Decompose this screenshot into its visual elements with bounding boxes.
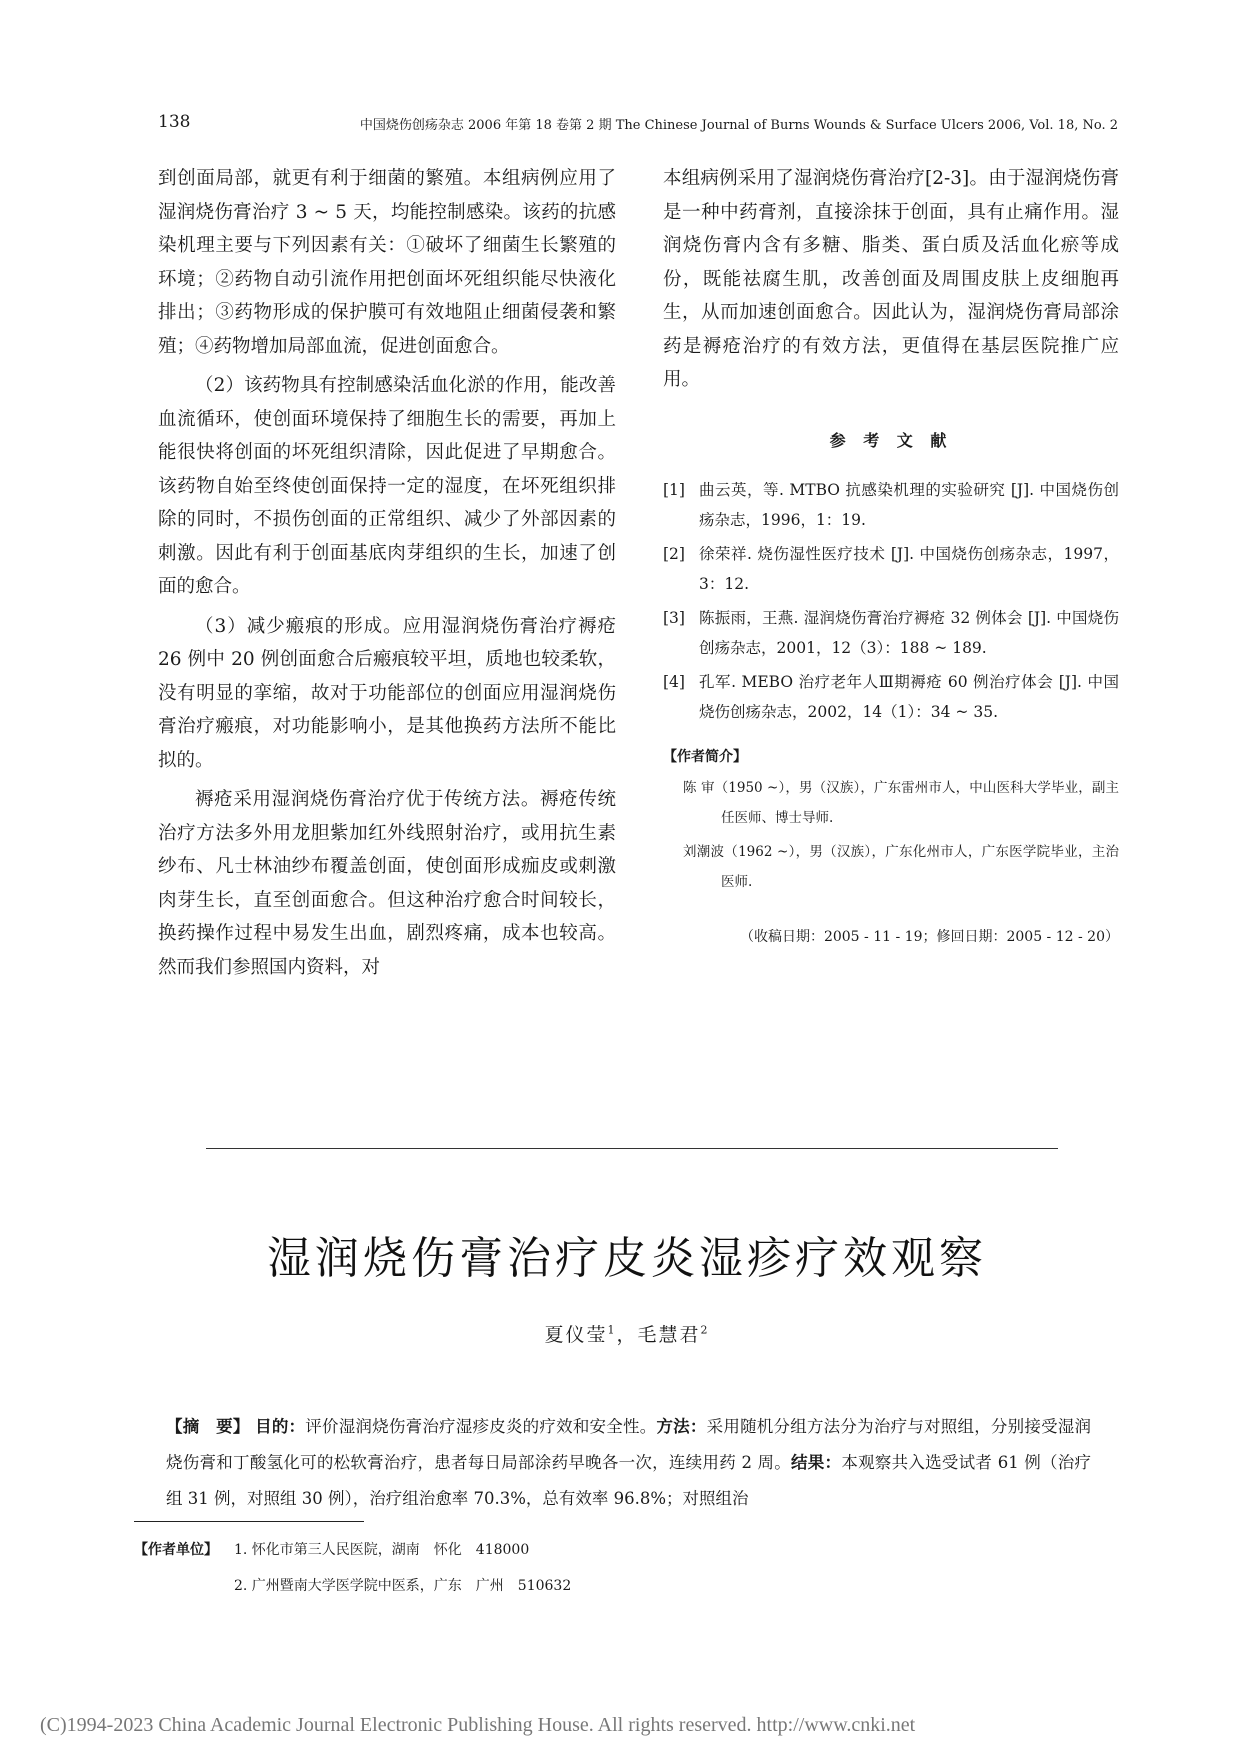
author-affiliation-mark: 1 xyxy=(607,1323,617,1337)
author-affiliation-mark: 2 xyxy=(700,1323,710,1337)
reference-text: 徐荣祥. 烧伤湿性医疗技术 [J]. 中国烧伤创疡杂志，1997，3：12. xyxy=(699,544,1119,593)
reference-number: [2] xyxy=(663,544,685,563)
page-number: 138 xyxy=(158,112,191,132)
reference-number: [3] xyxy=(663,608,685,627)
method-text: 采用随机分组方法分为治疗与对照组，分别接受湿润烧伤膏和丁酸氢化可的松软膏治疗，患者每日局部涂药早晚各一次，连续用药 2 周。 xyxy=(166,1417,1092,1472)
right-column xyxy=(663,162,1119,949)
article-separator xyxy=(206,1148,1058,1149)
copyright-notice: (C)1994-2023 China Academic Journal Electronic Publishing House. All rights reserved. http://www.cnki.net xyxy=(40,1714,916,1736)
purpose-text: 评价湿润烧伤膏治疗湿疹皮炎的疗效和安全性。 xyxy=(305,1417,657,1436)
reference-number: [1] xyxy=(663,480,685,499)
method-label: 方法： xyxy=(656,1417,707,1436)
journal-running-head: 中国烧伤创疡杂志 2006 年第 18 卷第 2 期 The Chinese Journal of Burns Wounds & Surface Ulcers 2006, Vol. 18, No. 2 xyxy=(359,118,1118,133)
abstract-label: 【摘 要】 xyxy=(166,1417,250,1436)
reference-item xyxy=(663,475,1119,535)
body-paragraph: 褥疮采用湿润烧伤膏治疗优于传统方法。褥疮传统治疗方法多外用龙胆紫加红外线照射治疗，或用抗生素纱布、凡士林油纱布覆盖创面，使创面形成痂皮或刺激肉芽生长，直至创面愈合。但这种治疗愈合时间较长，换药操作过程中易发生出血，剧烈疼痛，成本也较高。然而我们参照国内资料，对 xyxy=(158,789,616,978)
abstract xyxy=(166,1409,1091,1517)
author-bio-item: 陈 审（1950 ~），男（汉族），广东雷州市人，中山医科大学毕业，副主任医师、博士导师. xyxy=(683,779,1119,826)
references-heading: 参 考 文 献 xyxy=(829,430,953,450)
body-paragraph: （3）减少瘢痕的形成。应用湿润烧伤膏治疗褥疮 26 例中 20 例创面愈合后瘢痕较平坦，质地也较柔软，没有明显的挛缩，故对于功能部位的创面应用湿润烧伤膏治疗瘢痕，对功能影响小，是其他换药方法所不能比拟的。 xyxy=(158,615,616,771)
author-bio-heading: 【作者简介】 xyxy=(663,748,747,765)
reference-text: 曲云英，等. MTBO 抗感染机理的实验研究 [J]. 中国烧伤创疡杂志，1996，1：19. xyxy=(699,480,1119,529)
article-authors xyxy=(0,1320,1254,1347)
received-dates: （收稿日期：2005 - 11 - 19；修回日期：2005 - 12 - 20） xyxy=(739,928,1119,945)
footnote-rule xyxy=(134,1521,364,1522)
purpose-label: 目的： xyxy=(255,1417,306,1436)
result-text: 本观察共入选受试者 61 例（治疗组 31 例，对照组 30 例），治疗组治愈率 70.3%，总有效率 96.8%；对照组治 xyxy=(166,1453,1091,1508)
author-name: 毛慧君 xyxy=(637,1324,701,1346)
running-header xyxy=(158,112,1118,138)
reference-item xyxy=(663,603,1119,663)
reference-item xyxy=(663,539,1119,599)
affiliation-line: 1. 怀化市第三人民医院，湖南 怀化 418000 xyxy=(234,1542,530,1558)
reference-number: [4] xyxy=(663,672,685,691)
reference-text: 陈振雨，王燕. 湿润烧伤膏治疗褥疮 32 例体会 [J]. 中国烧伤创疡杂志，2001，12（3）：188 ~ 189. xyxy=(699,608,1119,657)
reference-text: 孔军. MEBO 治疗老年人Ⅲ期褥疮 60 例治疗体会 [J]. 中国烧伤创疡杂志，2002，14（1）：34 ~ 35. xyxy=(699,672,1119,721)
affiliation-line: 2. 广州暨南大学医学院中医系，广东 广州 510632 xyxy=(234,1578,572,1594)
left-column xyxy=(158,162,616,990)
affiliation-footnote xyxy=(134,1532,834,1604)
author-name: 夏仪莹 xyxy=(544,1324,608,1346)
body-paragraph: 本组病例采用了湿润烧伤膏治疗[2-3]。由于湿润烧伤膏是一种中药膏剂，直接涂抹于创面，具有止痛作用。湿润烧伤膏内含有多糖、脂类、蛋白质及活血化瘀等成份，既能祛腐生肌，改善创面及周围皮肤上皮细胞再生，从而加速创面愈合。因此认为，湿润烧伤膏局部涂药是褥疮治疗的有效方法，更值得在基层医院推广应用。 xyxy=(663,168,1119,390)
body-paragraph: 到创面局部，就更有利于细菌的繁殖。本组病例应用了湿润烧伤膏治疗 3 ~ 5 天，均能控制感染。该药的抗感染机理主要与下列因素有关：①破坏了细菌生长繁殖的环境；②药物自动引流作用把创面坏死组织能尽快液化排出；③药物形成的保护膜可有效地阻止细菌侵袭和繁殖；④药物增加局部血流，促进创面愈合。 xyxy=(158,168,616,357)
article-title: 湿润烧伤膏治疗皮炎湿疹疗效观察 xyxy=(267,1233,987,1284)
affiliation-label: 【作者单位】 xyxy=(134,1542,218,1558)
author-bio-item: 刘潮波（1962 ~），男（汉族），广东化州市人，广东医学院毕业，主治医师. xyxy=(683,843,1119,890)
reference-item xyxy=(663,667,1119,727)
body-paragraph: （2）该药物具有控制感染活血化淤的作用，能改善血流循环，使创面环境保持了细胞生长的需要，再加上能很快将创面的坏死组织清除，因此促进了早期愈合。该药物自始至终使创面保持一定的湿度，在坏死组织排除的同时，不损伤创面的正常组织、减少了外部因素的刺激。因此有利于创面基底肉芽组织的生长，加速了创面的愈合。 xyxy=(158,375,616,597)
result-label: 结果： xyxy=(791,1453,842,1472)
author-separator: ， xyxy=(616,1324,638,1346)
